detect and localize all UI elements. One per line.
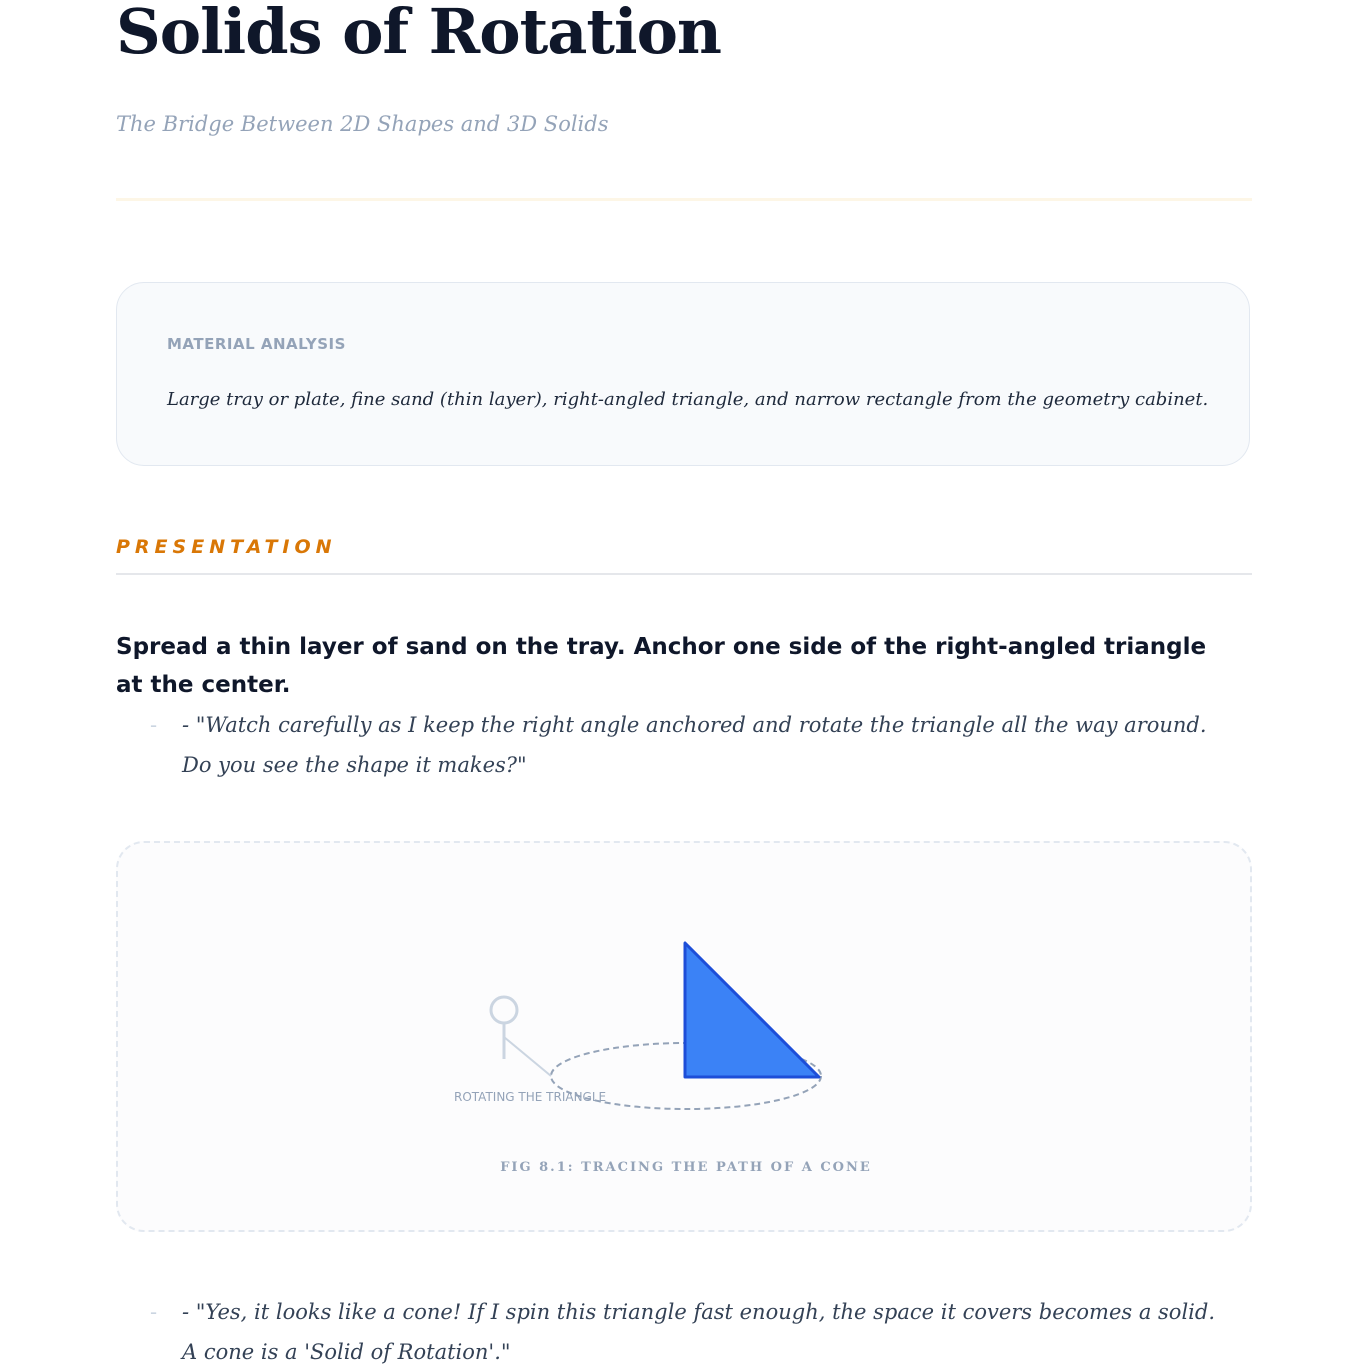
- title-divider: [116, 198, 1252, 201]
- quote-text: - "Yes, it looks like a cone! If I spin this triangle fast enough, the space it covers becomes a solid. A cone is a 'Solid of Rotation'.": [182, 1300, 1215, 1364]
- figure-box: [116, 841, 1252, 1232]
- rotation-diagram: [118, 843, 1254, 1234]
- figure-caption: FIG 8.1: TRACING THE PATH OF A CONE: [500, 1160, 872, 1175]
- quote-item: [150, 1292, 1230, 1372]
- page-subtitle: The Bridge Between 2D Shapes and 3D Solids: [116, 112, 609, 136]
- section-divider: [116, 573, 1252, 575]
- right-triangle-shape: [685, 943, 819, 1077]
- bullet-marker: -: [150, 1300, 158, 1324]
- bullet-marker: -: [150, 713, 158, 737]
- quote-item: [150, 705, 1230, 785]
- page-title: Solids of Rotation: [116, 0, 721, 68]
- quote-text: - "Watch carefully as I keep the right angle anchored and rotate the triangle all the way around. Do you see the shape it makes?": [182, 713, 1207, 777]
- section-heading-presentation: PRESENTATION: [116, 536, 337, 558]
- diagram-label: ROTATING THE TRIANGLE: [454, 1090, 607, 1104]
- material-analysis-label: MATERIAL ANALYSIS: [167, 335, 346, 353]
- material-analysis-card: [116, 282, 1250, 466]
- step-instruction: Spread a thin layer of sand on the tray. Anchor one side of the right-angled triangle at the center.: [116, 634, 1207, 698]
- stick-figure-icon: [491, 997, 551, 1076]
- material-analysis-text: Large tray or plate, fine sand (thin layer), right-angled triangle, and narrow rectangle from the geometry cabinet.: [167, 389, 1209, 410]
